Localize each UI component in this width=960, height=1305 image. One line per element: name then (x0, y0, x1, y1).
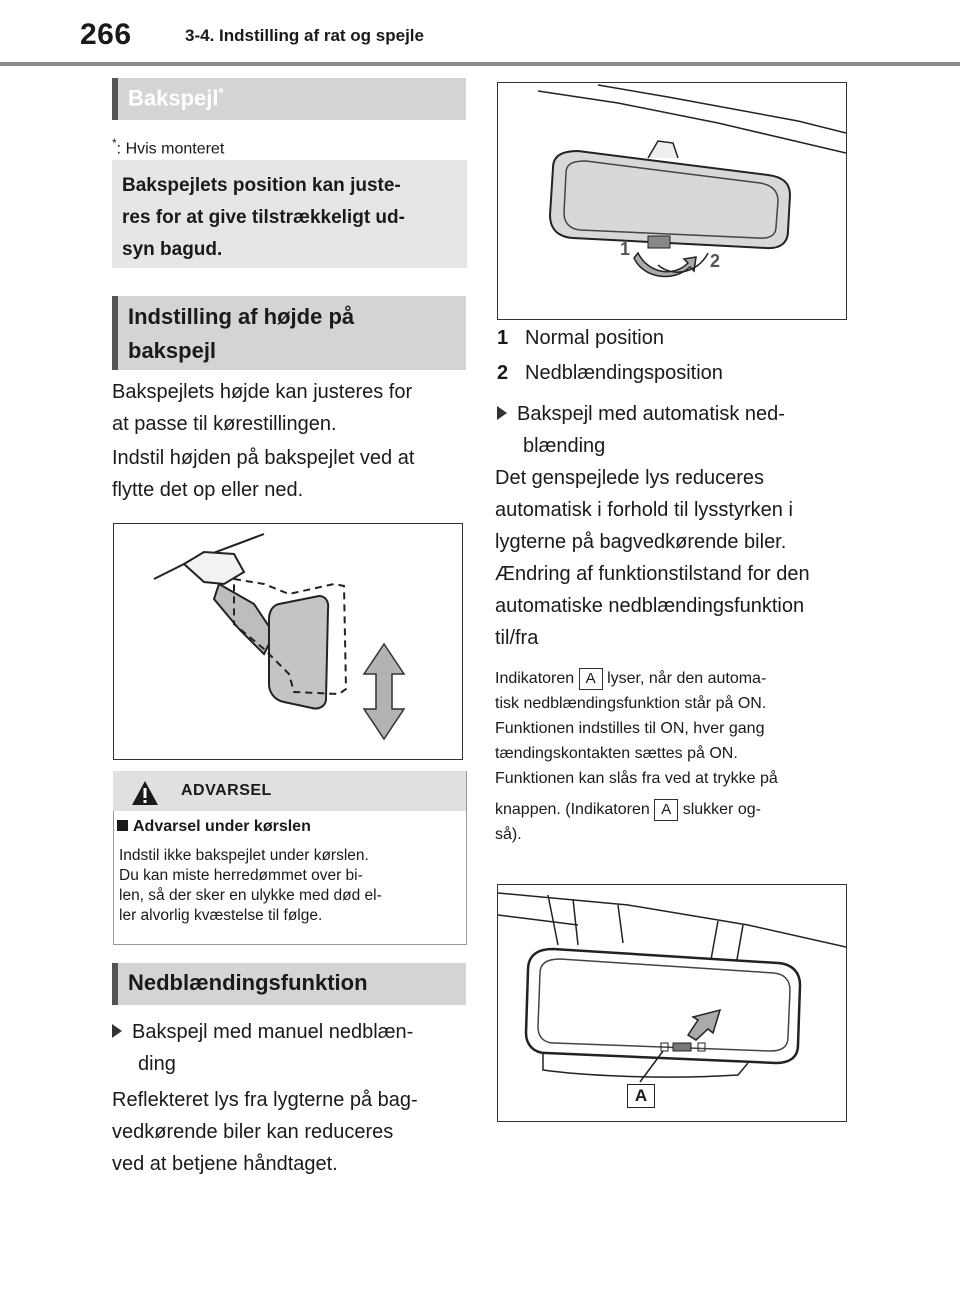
intro-text (122, 170, 462, 266)
text-line (495, 666, 855, 691)
intro-line: res for at give tilstrækkeligt ud- (122, 207, 405, 228)
footnote-text: : Hvis monteret (116, 140, 225, 158)
text-line: Funktionen indstilles til ON, hver gang (495, 720, 765, 737)
text-line: vedkørende biler kan reduceres (112, 1121, 394, 1143)
text-line (495, 797, 855, 822)
text-line: Du kan miste herredømmet over bi- (119, 867, 363, 884)
height-paragraph-2 (112, 442, 472, 506)
list-text: Normal position (525, 327, 664, 349)
figure-mirror-height (113, 523, 463, 760)
intro-line: Bakspejlets position kan juste- (122, 175, 401, 196)
text-line: Reflekteret lys fra lygterne på bag- (112, 1089, 418, 1111)
text-line: lygterne på bagvedkørende biler. (495, 531, 787, 553)
position-list (497, 322, 857, 389)
mirror-height-illustration (114, 524, 462, 759)
warning-icon (130, 779, 160, 807)
warning-subhead-text: Advarsel under kørslen (133, 818, 311, 835)
text-line: Indstil højden på bakspejlet ved at (112, 447, 415, 469)
bullet-text: ding (138, 1053, 176, 1075)
section-title-dimming: Nedblændingsfunktion (128, 970, 368, 995)
manual-dimming-bullet (112, 1016, 472, 1080)
warning-header (113, 771, 466, 811)
fig-label-1: 1 (620, 239, 631, 259)
warning-title: ADVARSEL (181, 782, 272, 799)
list-num: 2 (497, 362, 509, 384)
text-span: knappen. (Indikatoren (495, 801, 650, 818)
intro-line: syn bagud. (122, 239, 223, 260)
text-line: at passe til kørestillingen. (112, 413, 337, 435)
fig-label-a: A (627, 1084, 655, 1108)
section-title-text: Bakspejl (128, 85, 219, 111)
text-span: Indikatoren (495, 670, 575, 687)
text-span: slukker og- (682, 801, 761, 818)
text-line: automatisk i forhold til lysstyrken i (495, 499, 793, 521)
text-line: Ændring af funktionstilstand for den (495, 563, 810, 585)
chapter-title: 3-4. Indstilling af rat og spejle (185, 26, 424, 45)
square-bullet-icon (117, 820, 128, 831)
warning-subhead (117, 818, 311, 836)
page-number: 266 (80, 18, 132, 51)
bullet-text: blænding (523, 435, 606, 457)
list-item (497, 357, 857, 389)
list-num: 1 (497, 327, 509, 349)
bullet-line (112, 1016, 472, 1048)
bullet-text: Bakspejl med automatisk ned- (517, 403, 785, 425)
bullet-line (497, 398, 857, 430)
section-title-bakspejl (128, 85, 224, 111)
footnote-star: * (112, 136, 117, 150)
fig-label-2: 2 (710, 251, 721, 271)
text-line: flytte det op eller ned. (112, 479, 304, 501)
indicator-a-icon: A (654, 799, 678, 821)
auto-mirror-illustration (498, 885, 846, 1121)
text-line: Det genspejlede lys reduceres (495, 467, 765, 489)
list-item (497, 322, 857, 354)
header-rule (0, 62, 960, 66)
text-line: tisk nedblændingsfunktion står på ON. (495, 695, 767, 712)
section-title-line: bakspejl (128, 338, 217, 363)
title-star: * (218, 85, 224, 100)
text-span: lyser, når den automa- (607, 670, 767, 687)
list-text: Nedblændingsposition (525, 362, 723, 384)
text-line: automatiske nedblændingsfunktion (495, 595, 805, 617)
auto-dimming-bullet (497, 398, 857, 462)
footnote (112, 136, 224, 158)
text-line: Funktionen kan slås fra ved at trykke på (495, 770, 778, 787)
text-line: tændingskontakten sættes på ON. (495, 745, 738, 762)
triangle-bullet-icon (497, 406, 507, 420)
mode-change-paragraph (495, 558, 855, 654)
mirror-lever-illustration (498, 83, 846, 319)
figure-mirror-dimming-lever (497, 82, 847, 320)
text-line: så). (495, 826, 522, 843)
auto-dimming-paragraph (495, 462, 855, 558)
bullet-text: Bakspejl med manuel nedblæn- (132, 1021, 414, 1043)
height-paragraph-1 (112, 376, 472, 440)
text-line: til/fra (495, 627, 539, 649)
indicator-note (495, 666, 855, 847)
indicator-a-icon: A (579, 668, 603, 690)
triangle-bullet-icon (112, 1024, 122, 1038)
section-title-line: Indstilling af højde på (128, 304, 355, 329)
text-line: Bakspejlets højde kan justeres for (112, 381, 413, 403)
manual-dimming-paragraph (112, 1084, 472, 1180)
warning-text (119, 846, 459, 926)
text-line: Indstil ikke bakspejlet under kørslen. (119, 847, 369, 864)
text-line: ved at betjene håndtaget. (112, 1153, 338, 1175)
text-line: ler alvorlig kvæstelse til følge. (119, 907, 323, 924)
text-line: len, så der sker en ulykke med død el- (119, 887, 382, 904)
section-title-height (128, 300, 354, 368)
figure-auto-dimming-mirror (497, 884, 847, 1122)
